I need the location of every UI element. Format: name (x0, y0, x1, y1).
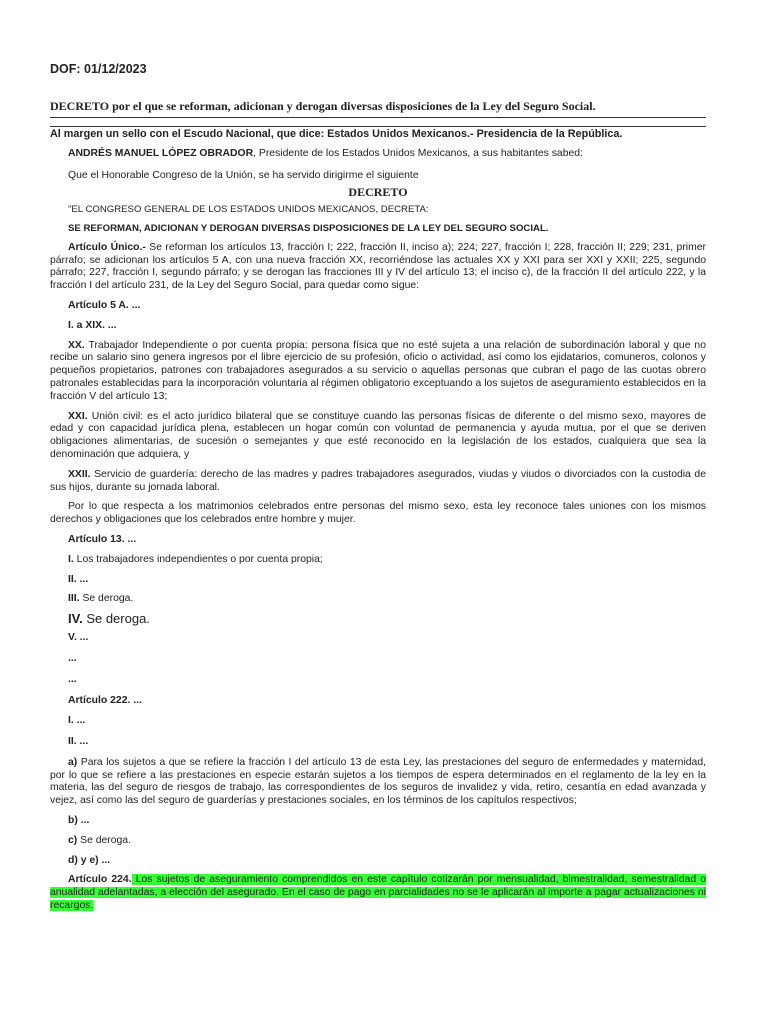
article-13-fraction-v: V. ... (68, 632, 89, 644)
seal-line: Al margen un sello con el Escudo Nacional, que dice: Estados Unidos Mexicanos.- Presidencia de la República. (50, 128, 623, 140)
decreto-heading: DECRETO (348, 185, 408, 200)
inciso-text: Para los sujetos a que se refiere la fracción I del artículo 13 de esta Ley, las prestaciones del seguro de enfermedades y maternidad, por lo que se refiere a las prestaciones en especie estarán sujetos a los tiempos de espera determinados en el reglamento de la ley en la materia, las del seguro de riesgos de trabajo, las correspondientes de los seguros de invalidez y vida, retiro, cesantía en edad avanzada y vejez, así como las del seguro de guarderías y prestaciones sociales, en los términos de los capítulos respectivos; (50, 756, 706, 807)
article-222-heading: Artículo 222. ... (68, 694, 142, 706)
fraction-label: IV. (68, 611, 83, 627)
president-line (50, 148, 706, 161)
article-222-fraction-ii: II. ... (68, 736, 89, 748)
article-224-label: Artículo 224. (68, 874, 132, 886)
article-224 (50, 874, 706, 912)
fraction-label: III. (68, 593, 80, 605)
article-222-inciso-a (50, 757, 706, 808)
fraction-text: Se deroga. (79, 593, 134, 605)
divider (50, 117, 706, 118)
article-13-fraction-ii: II. ... (68, 573, 89, 585)
article-5a-heading: Artículo 5 A. ... (68, 299, 141, 311)
president-name: ANDRÉS MANUEL LÓPEZ OBRADOR (68, 147, 254, 159)
article-13-heading: Artículo 13. ... (68, 533, 137, 545)
articulo-unico (50, 242, 706, 293)
inciso-label: c) (68, 834, 78, 846)
article-222-fraction-i: I. ... (68, 715, 86, 727)
articulo-unico-label: Artículo Único.- (68, 241, 146, 253)
fraction-xxi (50, 411, 706, 462)
inciso-label: a) (68, 756, 78, 768)
fraction-text: Se deroga. (82, 611, 150, 627)
dof-date: DOF: 01/12/2023 (50, 62, 147, 76)
fraction-xxii-text: Servicio de guardería: derecho de las madres y padres trabajadores asegurados, viudas y viudos o divorciados con la custodia de sus hijos, durante su jornada laboral. (50, 468, 706, 493)
ellipsis-line: ... (68, 652, 77, 664)
fraction-xxi-label: XXI. (68, 410, 88, 422)
articulo-unico-text: Se reforman los artículos 13, fracción I; 222, fracción II, inciso a); 224; 227, fracción I; 228, fracción II; 229; 231, primer párrafo; se adicionan los artículos 5 A, con una nueva fracción XX, recorriéndose las actuales XX y XXI para ser XXI y XXII; 225, segundo párrafo; 227, fracción I, segundo párrafo; y se derogan las fracciones III y IV del artículo 13; el inciso c), de la fracción II del artículo 222, y la fracción I del artículo 231, de la Ley del Seguro Social, para quedar como sigue: (50, 241, 706, 292)
inciso-text: Se deroga. (77, 834, 131, 846)
congress-line: Que el Honorable Congreso de la Unión, se ha servido dirigirme el siguiente (68, 169, 419, 181)
divider (50, 126, 706, 127)
fraction-text: Los trabajadores independientes o por cuenta propia; (73, 553, 323, 565)
document-body (50, 128, 706, 913)
article-222-inciso-b: b) ... (68, 815, 90, 827)
article-13-fraction-iii (50, 593, 706, 606)
ellipsis-line: ... (68, 673, 77, 685)
matrimonios-paragraph: Por lo que respecta a los matrimonios celebrados entre personas del mismo sexo, esta ley reconoce tales uniones con los mismos derechos y obligaciones que los celebrados entre hombre y mujer. (50, 501, 706, 526)
fraction-label: I. (68, 553, 74, 565)
article-222-inciso-c (50, 835, 706, 848)
fraction-xx-text: Trabajador Independiente o por cuenta propia: persona física que no esté sujeta a una relación de subordinación laboral y que no recibe un salario sino genera ingresos por el libre ejercicio de su profesión, oficio o actividad, así como los ejidatarios, comuneros, colonos y pequeños propietarios, patrones con trabajadores asegurados a su servicio o aquellas personas que cubran el pago de las cuotas obrero patronales establecidas para la incorporación voluntaria al régimen obligatorio exceptuando a los sujetos de aseguramiento establecidos en la fracción V del artículo 13; (50, 339, 706, 402)
article-13-fraction-i (50, 554, 706, 567)
fraction-xxii (50, 469, 706, 495)
fraction-xxii-label: XXII. (68, 468, 91, 480)
decree-title: DECRETO por el que se reforman, adicionan y derogan diversas disposiciones de la Ley del Seguro Social. (50, 99, 596, 113)
fraction-xxi-text: Unión civil: es el acto jurídico bilateral que se constituye cuando las personas físicas de diferente o del mismo sexo, mayores de edad y con capacidad jurídica plena, establecen un hogar común con voluntad de permanencia y ayuda mutua, por el que se deriven obligaciones alimentarias, de sucesión o semejantes y que esté reconocido en la legislación de los estados, cualquiera que sea la denominación que adquiera, y (50, 410, 706, 460)
congress-decreta: "EL CONGRESO GENERAL DE LOS ESTADOS UNIDOS MEXICANOS, DECRETA: (68, 204, 429, 216)
highlighted-text: Los sujetos de aseguramiento comprendidos en este capítulo cotizarán por mensualidad, bimestralidad, semestralidad o anualidad adelantadas, a elección del asegurado. En el caso de pago en parcialidades no se le aplicarán al importe a pagar actualizaciones ni recargos. (50, 874, 706, 912)
fractions-i-xix: I. a XIX. ... (68, 319, 117, 331)
fraction-xx-label: XX. (68, 339, 85, 351)
article-13-fraction-iv (50, 611, 706, 627)
president-text: , Presidente de los Estados Unidos Mexicanos, a sus habitantes sabed: (253, 147, 583, 159)
fraction-xx (50, 340, 706, 404)
reform-title: SE REFORMAN, ADICIONAN Y DEROGAN DIVERSAS DISPOSICIONES DE LA LEY DEL SEGURO SOCIAL. (68, 222, 549, 234)
article-222-incisos-d-e: d) y e) ... (68, 854, 111, 866)
